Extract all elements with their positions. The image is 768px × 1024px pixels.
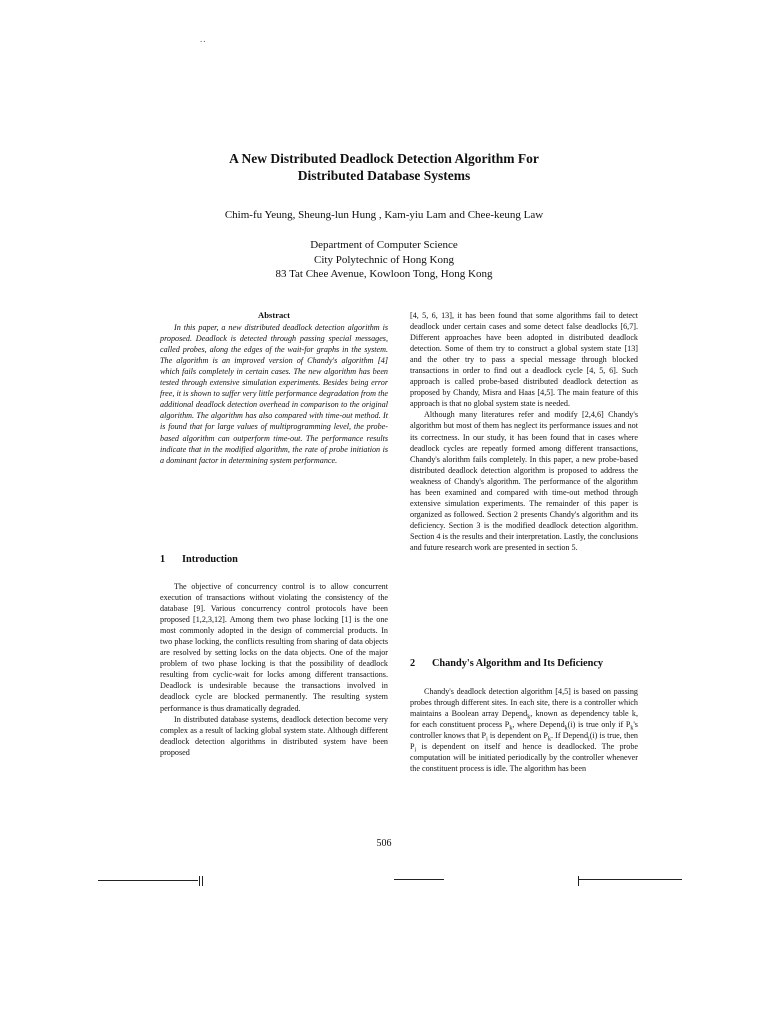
section-2-body <box>410 686 638 774</box>
section-1-title: Introduction <box>182 554 238 565</box>
section-1-heading <box>160 554 388 565</box>
affiliation-address: 83 Tat Chee Avenue, Kowloon Tong, Hong Kong <box>275 268 493 280</box>
page-corner-mark: .. <box>200 34 207 44</box>
scan-artifact-rule-left <box>98 880 198 881</box>
section-2-title: Chandy's Algorithm and Its Deficiency <box>432 658 604 669</box>
intro-paragraph-2-continued: [4, 5, 6, 13], it has been found that some algorithms fail to detect deadlock under certain cases and some detect false deadlocks [6,7]. Different approaches have been adopted in distributed deadlock detection. Some of them try to construct a global system state [13] and the other try to pass a special message through blocked transactions in order to find out a deadlock cycle [4, 5, 6]. Such approach is called probe-based distributed deadlock detection as proposed by Chandy, Misra and Haas [4,5]. The main feature of this approach is that no global system state is needed. <box>410 311 638 409</box>
title-line-1: A New Distributed Deadlock Detection Algorithm For <box>229 151 539 166</box>
paper-title <box>0 150 768 184</box>
section-2-number: 2 <box>410 658 416 669</box>
author-list: Chim-fu Yeung, Sheung-lun Hung , Kam-yiu Lam and Chee-keung Law <box>224 209 544 221</box>
section-2-heading <box>410 658 638 669</box>
section-1-body-right <box>410 310 638 553</box>
intro-paragraph-3: Although many literatures refer and modify [2,4,6] Chandy's algorithm but most of them has neglect its performance issues and not its correctness. In our study, it has been found that in cases where deadlock cycles are repeatly formed among different transactions, Chandy's alorithm fails completely. In this paper, a new probe-based distributed deadlock detection algorithm is proposed to address the weakness of Chandy's algorithm. The performance of the algorithm has been examined and compared with time-out method through extensive simulation experiments. The remainder of this paper is organized as followed. Section 2 presents Chandy's algorithm and its deficiency. Section 3 is the modified deadlock detection algorithm. Section 4 is the results and their interpretation. Lastly, the conclusions and future research work are presented in section 5. <box>410 410 638 552</box>
scan-artifact-rule-right <box>578 879 682 880</box>
scan-artifact-rule-center <box>394 879 444 880</box>
section-1-body-left <box>160 581 388 758</box>
affiliation-department: Department of Computer Science <box>310 239 458 251</box>
affiliation <box>0 238 768 282</box>
abstract-heading: Abstract <box>258 310 290 320</box>
scan-artifact-tick-left-1 <box>199 876 200 886</box>
left-column <box>160 310 388 466</box>
scan-artifact-tick-right <box>578 876 579 886</box>
section-1-number: 1 <box>160 554 166 565</box>
intro-paragraph-2: In distributed database systems, deadlock detection become very complex as a result of lacking global system state. Although different deadlock detection algorithms in distributed system have been proposed <box>160 714 388 757</box>
abstract-body: In this paper, a new distributed deadlock detection algorithm is proposed. Deadlock is detected through passing special messages, called probes, along the edges of the wait-for graphs in the system. The algorithm is an improved version of Chandy's algorithm [4] which fails completely in certain cases. The new algorithm has been tested through extensive simulation experiments. Besides being error free, it is shown to suffer very little performance degradation from the additional deadlock detection overhead in comparison to the original algorithm. The algorithm has also compared with time-out method. It is found that for large values of multiprogramming level, the probe-based algorithm can outperform time-out. The performance results indicate that in the modified algorithm, the rate of probe initiation is a dominant factor in determining system performance. <box>160 323 388 465</box>
title-line-2: Distributed Database Systems <box>297 168 471 183</box>
intro-paragraph-1: The objective of concurrency control is to allow concurrent execution of transactions without violating the consistency of the database [9]. Various concurrency control protocols have been proposed [1,2,3,12]. Among them two phase locking [1] is the one most commonly adopted in the design of commercial products. In two phase locking, the conflicts resulting from sharing of data objects are resolved by setting locks on the data objects. One of the major problem of two phase locking is that the possibility of deadlock resulting from cyclic-wait for locks among different transactions. Deadlock is undesirable because the transactions involved in deadlock cycle are blocked permanently. The resulting system performance is thus dramatically degraded. <box>160 582 388 713</box>
affiliation-institution: City Polytechnic of Hong Kong <box>314 253 454 266</box>
scan-artifact-tick-left-2 <box>202 876 203 886</box>
chandy-paragraph: Chandy's deadlock detection algorithm [4,5] is based on passing probes through different sites. In each site, there is a controller which maintains a Boolean array Depend$_k$, known as dependency table k, for each constituent process $P_k$, where Depend$_k$(i) is true only if $P_k's$ controller knows that $P_i$ is dependent on $P_k$. If Depend$_i$(i) is true, then $P_i$ is dependent on itself and hence is deadlocked. The probe computation will be initiated periodically by the controller whenever the constituent process is idle. The algorithm has been <box>410 687 638 774</box>
page-number: 506 <box>376 838 392 849</box>
